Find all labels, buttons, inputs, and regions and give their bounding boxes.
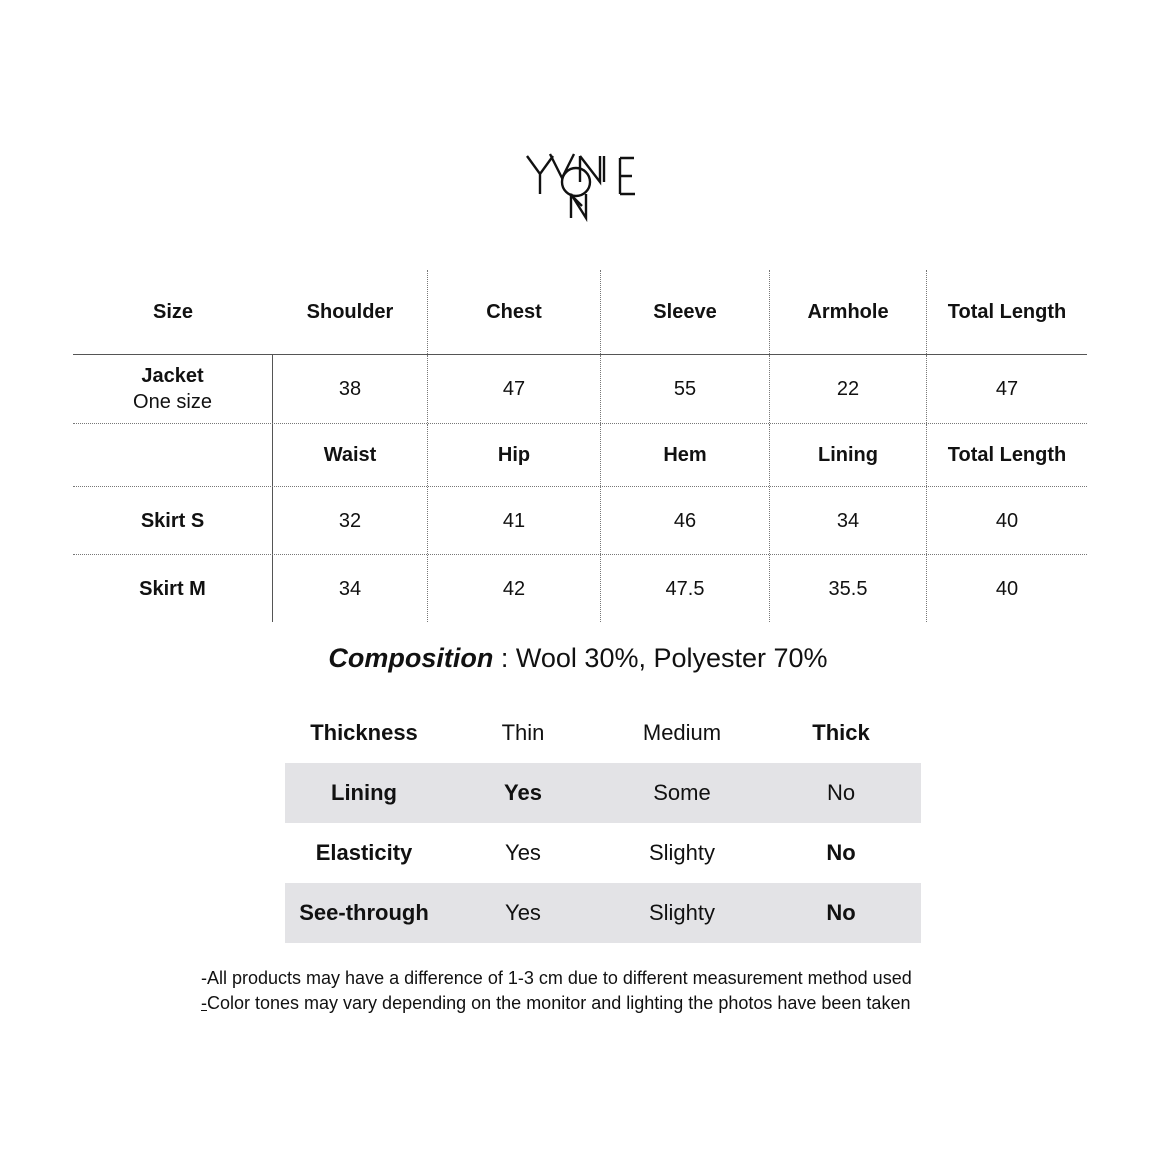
composition-line	[0, 640, 1156, 676]
skirt-m-total-length: 40	[995, 577, 1019, 600]
composition-label: Composition	[328, 643, 494, 673]
table-row-skirt-s	[73, 487, 1087, 555]
size-table	[73, 270, 1087, 622]
attribute-option: Medium	[642, 720, 722, 745]
jacket-sublabel: One size	[133, 391, 212, 413]
attribute-name: Lining	[331, 780, 397, 805]
header-lining: Lining	[770, 424, 927, 486]
table-row-skirt-m	[73, 555, 1087, 622]
attribute-row-thickness	[285, 703, 921, 763]
skirt-m-hem: 47.5	[601, 555, 770, 622]
note-line-2	[201, 991, 1061, 1016]
jacket-chest: 47	[428, 355, 601, 423]
note-line-1: -All products may have a difference of 1-3 cm due to different measurement method used	[201, 968, 912, 988]
row-label-jacket	[73, 355, 273, 423]
attribute-row-elasticity	[285, 823, 921, 883]
attribute-row-lining	[285, 763, 921, 823]
composition-separator: :	[493, 643, 516, 673]
header-total-length: Total Length	[947, 301, 1067, 323]
skirt-header-blank	[73, 424, 273, 486]
jacket-total-length: 47	[995, 378, 1019, 400]
skirt-m-waist: 34	[273, 555, 428, 622]
skirt-s-hip: 41	[428, 487, 601, 554]
note-line-2-dash: -	[201, 992, 207, 1013]
note-line-2-text: Color tones may vary depending on the monitor and lighting the photos have been taken	[207, 992, 911, 1013]
jacket-shoulder: 38	[273, 355, 428, 423]
header-waist: Waist	[273, 424, 428, 486]
header-hem: Hem	[601, 424, 770, 486]
header-chest: Chest	[428, 270, 601, 354]
attribute-option: Yes	[505, 900, 541, 925]
fabric-attributes-table	[285, 703, 921, 943]
attribute-option: Slighty	[648, 900, 716, 925]
attribute-option: Thin	[501, 720, 545, 745]
jacket-sleeve: 55	[601, 355, 770, 423]
table-row-jacket	[73, 355, 1087, 424]
skirt-m-hip: 42	[428, 555, 601, 622]
skirt-m-lining: 35.5	[770, 555, 927, 622]
header-shoulder: Shoulder	[273, 270, 428, 354]
size-table-header-row	[73, 270, 1087, 355]
header-hip: Hip	[428, 424, 601, 486]
attribute-option: Some	[653, 780, 711, 805]
skirt-s-total-length: 40	[995, 509, 1019, 532]
skirt-s-waist: 32	[273, 487, 428, 554]
attribute-option-selected: Thick	[812, 720, 870, 745]
attribute-row-see-through	[285, 883, 921, 943]
attribute-option: No	[826, 780, 856, 805]
header-armhole: Armhole	[770, 270, 927, 354]
header-sleeve: Sleeve	[601, 270, 770, 354]
jacket-armhole: 22	[770, 355, 927, 423]
disclaimer-notes	[201, 966, 1061, 1015]
attribute-name: See-through	[299, 900, 429, 925]
composition-value: Wool 30%, Polyester 70%	[515, 643, 828, 673]
row-label-skirt-m: Skirt M	[73, 555, 273, 622]
header-skirt-total-length: Total Length	[947, 444, 1067, 466]
attribute-option-selected: No	[826, 840, 856, 865]
attribute-option-selected: No	[826, 900, 856, 925]
skirt-s-lining: 34	[770, 487, 927, 554]
attribute-name: Elasticity	[315, 840, 413, 865]
attribute-name: Thickness	[310, 720, 418, 745]
brand-logo	[520, 148, 644, 224]
header-size: Size	[152, 301, 194, 323]
attribute-option-selected: Yes	[504, 780, 542, 805]
attribute-option: Yes	[505, 840, 541, 865]
row-label-skirt-s: Skirt S	[73, 487, 273, 554]
jacket-label: Jacket	[141, 365, 204, 387]
skirt-header-row	[73, 424, 1087, 487]
skirt-s-hem: 46	[601, 487, 770, 554]
attribute-option: Slighty	[648, 840, 716, 865]
